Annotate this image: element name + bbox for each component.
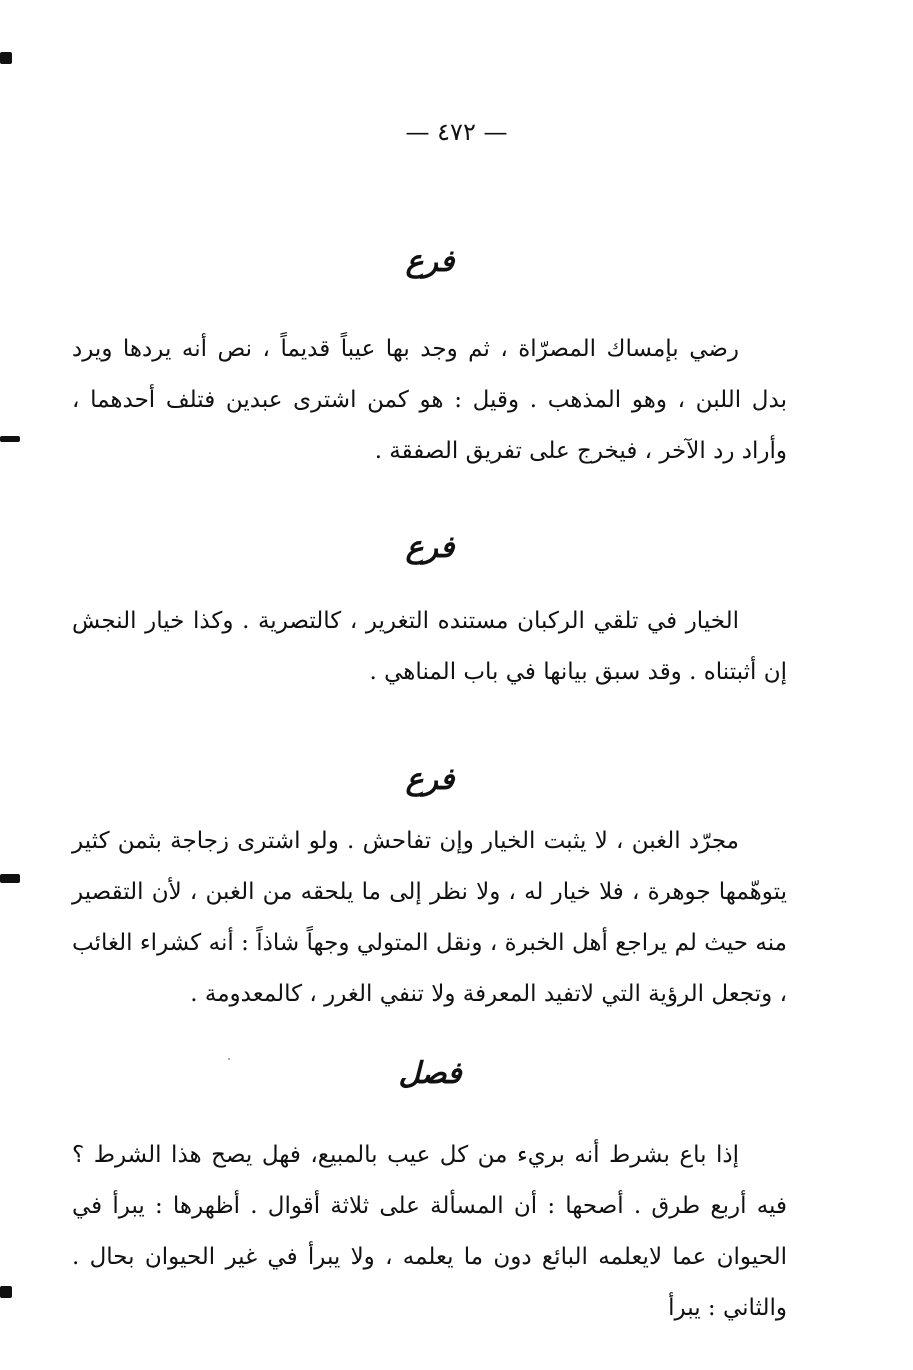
section-heading-2: فرع: [405, 530, 455, 565]
page-number: — ٤٧٢ —: [405, 118, 508, 146]
section-heading-3: فرع: [405, 762, 455, 797]
section-heading-1: فرع: [405, 244, 455, 279]
margin-mark-3: [0, 874, 20, 883]
section-paragraph-4: إذا باع بشرط أنه بريء من كل عيب بالمبيع، فهل يصح هذا الشرط ؟ فيه أربع طرق . أصحها : أن المسألة على ثلاثة أقوال . أظهرها : يبرأ في الحيوان عما لايعلمه البائع دون ما يعلمه ، ولا يبرأ في غير الحيوان بحال . والثاني : يبرأ: [72, 1142, 787, 1321]
margin-mark-2: [0, 436, 20, 442]
margin-mark-4: [0, 1286, 12, 1298]
section-paragraph-1: رضي بإمساك المصرّاة ، ثم وجد بها عيباً قديماً ، نص أنه يردها ويرد بدل اللبن ، وهو المذهب . وقيل : هو كمن اشترى عبدين فتلف أحدهما ، وأراد رد الآخر ، فيخرج على تفريق الصفقة .: [72, 336, 787, 464]
margin-mark-1: [0, 52, 12, 64]
section-heading-4: فصل: [398, 1056, 462, 1091]
section-paragraph-2: الخيار في تلقي الركبان مستنده التغرير ، كالتصرية . وكذا خيار النجش إن أثبتناه . وقد سبق بيانها في باب المناهي .: [72, 608, 787, 685]
section-paragraph-3: مجرّد الغبن ، لا يثبت الخيار وإن تفاحش . ولو اشترى زجاجة بثمن كثير يتوهّمها جوهرة ، فلا خيار له ، ولا نظر إلى ما يلحقه من الغبن ، لأن التقصير منه حيث لم يراجع أهل الخبرة ، ونقل المتولي وجهاً شاذاً : أنه كشراء الغائب ، وتجعل الرؤية التي لاتفيد المعرفة ولا تنفي الغرر ، كالمعدومة .: [72, 828, 787, 1007]
